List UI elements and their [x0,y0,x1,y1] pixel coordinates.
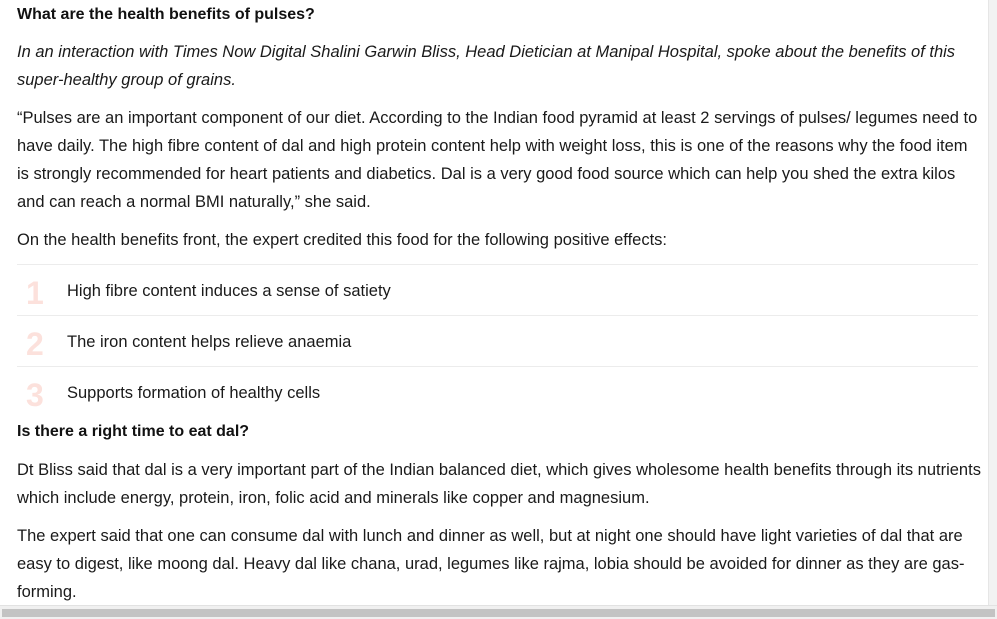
section-heading-health-benefits: What are the health benefits of pulses? [17,6,315,23]
quote-paragraph: “Pulses are an important component of our diet. According to the Indian food pyramid at least 2 servings of pulses/ legumes need to have daily. The high fibre content of dal and high protein content help with weight loss, this is one of the reasons why the food item is strongly recommended for heart patients and diabetics. Dal is a very good food source which can help you shed the extra kilos and can reach a normal BMI naturally,” she said. [17,109,978,211]
list-number: 1 [26,275,44,311]
list-number: 2 [26,326,44,362]
horizontal-scrollbar-thumb[interactable] [2,609,995,617]
list-item-text: Supports formation of healthy cells [67,384,321,402]
list-lead-paragraph: On the health benefits front, the expert credited this food for the following positive effects: [17,231,667,249]
horizontal-scrollbar[interactable] [0,605,997,619]
list-item [17,366,978,417]
list-item [17,264,978,315]
list-item [17,315,978,366]
benefits-list [17,264,978,417]
paragraph-dinner-advice: The expert said that one can consume dal with lunch and dinner as well, but at night one should have light varieties of dal that are easy to digest, like moong dal. Heavy dal like chana, urad, legumes like rajma, lobia should be avoided for dinner as they are gas-forming. [17,527,965,601]
list-item-text: The iron content helps relieve anaemia [67,333,352,351]
intro-paragraph: In an interaction with Times Now Digital Shalini Garwin Bliss, Head Dietician at Manipal Hospital, spoke about the benefits of this super-healthy group of grains. [17,43,956,89]
vertical-scrollbar[interactable] [988,0,997,605]
paragraph-nutrients: Dt Bliss said that dal is a very important part of the Indian balanced diet, which gives wholesome health benefits through its nutrients which include energy, protein, iron, folic acid and minerals like copper and magnesium. [17,461,981,507]
list-item-text: High fibre content induces a sense of satiety [67,282,391,300]
section-heading-right-time: Is there a right time to eat dal? [17,423,250,440]
list-number: 3 [26,377,44,413]
